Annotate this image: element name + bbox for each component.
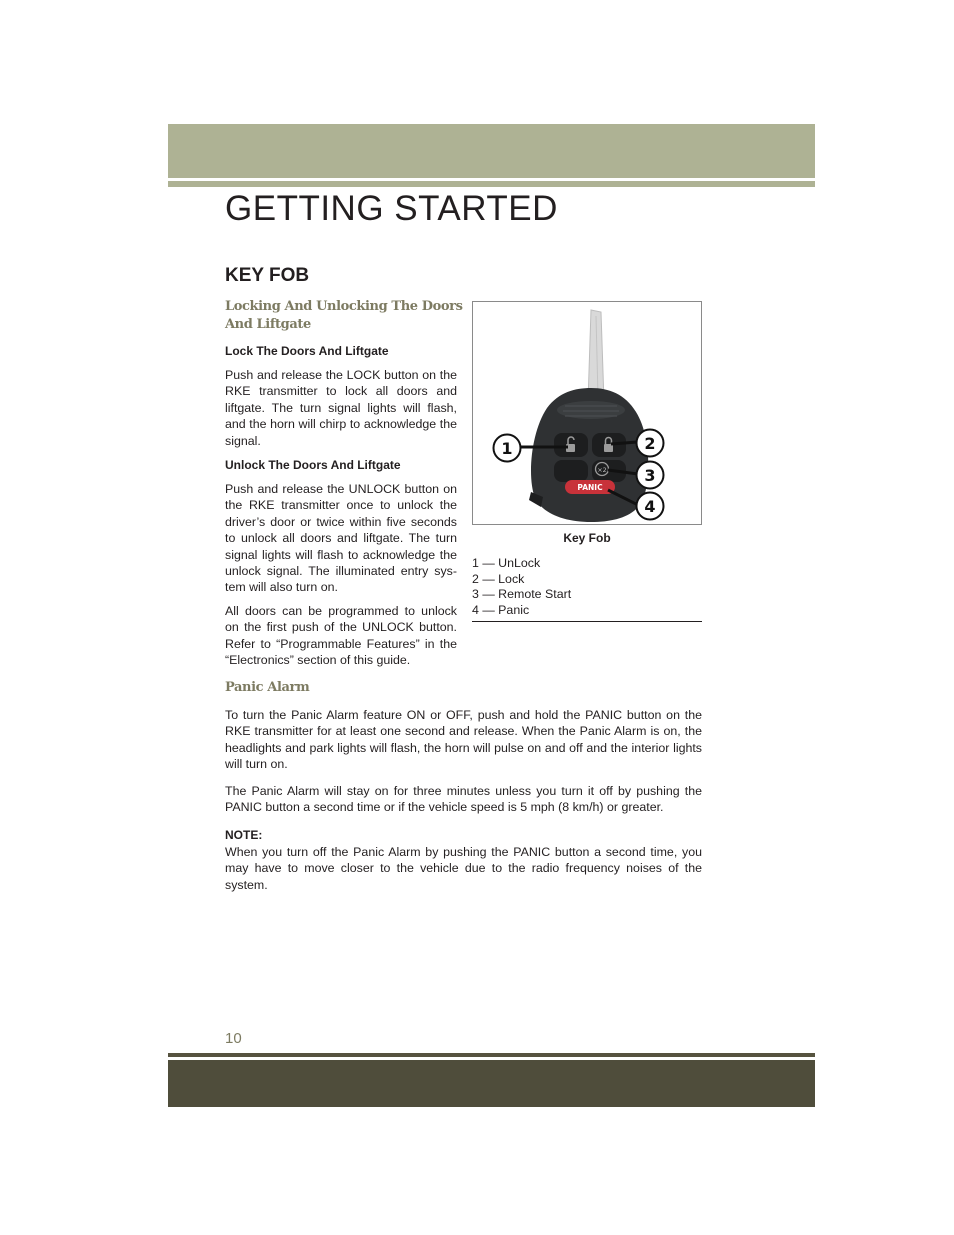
note-label: NOTE: <box>225 828 263 842</box>
unlock-text: Push and release the UNLOCK button on the RKE transmitter once to unlock the driver’s door or twice within five seconds to unlock all doors and liftgate. The turn signal lights will flash to acknowledge the unlock signal. The illuminated entry system will also turn on. <box>225 482 457 595</box>
legend-item-panic: 4 — Panic <box>472 602 530 617</box>
svg-text:4: 4 <box>644 497 656 516</box>
chapter-title: GETTING STARTED <box>225 189 558 228</box>
x2-label: ×2 <box>597 466 607 474</box>
callout-3 <box>637 462 664 489</box>
subheading-locking-line1: Locking And Unlocking The Doors <box>225 299 463 314</box>
subheading-locking <box>225 298 463 334</box>
svg-text:3: 3 <box>644 466 656 485</box>
callout-1 <box>494 435 521 462</box>
legend-item-remote-start: 3 — Remote Start <box>472 587 572 601</box>
footer-band <box>168 1060 815 1107</box>
legend-rule <box>472 621 702 622</box>
subheading-panic: Panic Alarm <box>225 680 310 695</box>
lock-text: Push and release the LOCK button on the RKE transmitter to lock all doors and liftgate. The turn signal lights will flash, and the horn will chirp to acknowledge the signal. <box>225 368 457 448</box>
callout-2 <box>637 430 664 457</box>
page-number: 10 <box>225 1030 242 1047</box>
callout-4 <box>637 493 664 520</box>
legend-item-lock: 2 — Lock <box>472 571 525 586</box>
legend-item-unlock: 1 — UnLock <box>472 556 541 570</box>
key-fob-illustration <box>473 302 701 524</box>
note-text: When you turn off the Panic Alarm by pushing the PANIC button a second time, you may have to move closer to the vehicle due to the radio frequency noises of the system. <box>225 845 702 892</box>
panic-text-1: To turn the Panic Alarm feature ON or OFF, push and hold the PANIC button on the RKE transmitter for at least one second and release. When the Panic Alarm is on, the headlights and park lights will flash, the horn will pulse on and off and the interior lights will turn on. <box>225 708 702 772</box>
header-rule <box>168 181 815 187</box>
lock-heading: Lock The Doors And Liftgate <box>225 344 389 358</box>
svg-text:2: 2 <box>644 434 656 453</box>
key-fob-figure <box>472 301 702 525</box>
footer-rule <box>168 1053 815 1057</box>
unlock-heading: Unlock The Doors And Liftgate <box>225 458 401 472</box>
header-band <box>168 124 815 178</box>
figure-legend <box>472 556 571 618</box>
svg-text:1: 1 <box>501 439 513 458</box>
panic-text-2: The Panic Alarm will stay on for three minutes unless you turn it off by pushing the PANIC button a second time or if the vehicle speed is 5 mph (8 km/h) or greater. <box>225 784 702 815</box>
program-text: All doors can be programmed to unlock on the first push of the UNLOCK button. Refer to “Programmable Features” in the “Electronics” section of this guide. <box>225 604 457 668</box>
section-title: KEY FOB <box>225 265 310 286</box>
panic-label: PANIC <box>577 483 603 492</box>
subheading-locking-line2: And Liftgate <box>225 317 311 332</box>
figure-caption: Key Fob <box>563 531 611 545</box>
